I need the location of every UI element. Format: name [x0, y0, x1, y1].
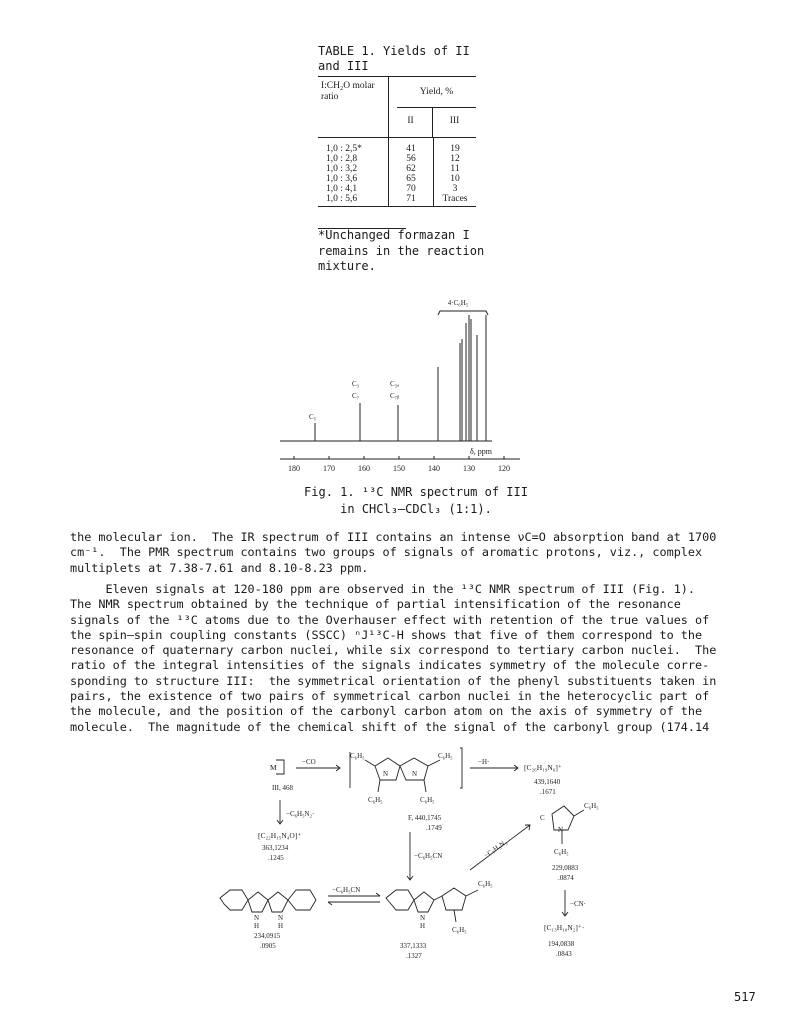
nitrogen-label: N [383, 770, 389, 778]
table-cell: 1,0 : 3,2 [326, 164, 358, 174]
mass-label: 337,1333 [400, 942, 427, 950]
table-cell: 41 [406, 144, 416, 154]
phenyl-label: C₆H₅ [554, 848, 569, 856]
table-cell: 3 [452, 184, 458, 194]
peak-label-c7: C₇ [352, 392, 360, 400]
table-cell: 56 [406, 154, 416, 164]
mass-label: .1749 [426, 824, 442, 832]
loss-label: −C₆H₅N₂· [286, 810, 315, 818]
header-yield: Yield, % [397, 77, 476, 108]
hydrogen-label: H [278, 922, 284, 930]
phenyl-label: C₆H₅ [420, 796, 435, 804]
mass-label: .0843 [556, 950, 572, 958]
header-iii: III [432, 108, 476, 137]
phenyl-label: C₆H₅ [350, 752, 365, 760]
figure-caption-line: in CHCl₃—CDCl₃ (1:1). [340, 502, 492, 516]
table-cell: 1,0 : 3,6 [326, 174, 358, 184]
phenyl-group-bracket [438, 311, 488, 315]
mass-label: 234,0915 [254, 932, 281, 940]
fragmentation-scheme [200, 740, 760, 970]
triazole-ring [442, 888, 466, 910]
mass-label: 229,0883 [552, 864, 579, 872]
yield-table [318, 76, 476, 207]
table-cell: 19 [450, 144, 460, 154]
nitrogen-label: N [412, 770, 418, 778]
body-paragraph: the molecular ion. The IR spectrum of III contains an intense νC=O absorption band at 1700 cm⁻¹. The PMR spectrum contains two groups of signals of aromatic protons, viz., complex multiplets at 7.38-7.61 and 8.10-8.23 ppm. [70, 530, 717, 575]
peak-label-c7b: C₇ᵦ [390, 392, 400, 400]
phenyl-label: C₆H₅ [478, 880, 493, 888]
nitrogen-label: N [420, 914, 426, 922]
table-header [318, 77, 476, 138]
mass-label: III, 468 [272, 784, 293, 792]
loss-label: −C₆H₅CN [332, 886, 361, 894]
phenyl-label: C₆H₅ [368, 796, 383, 804]
mass-label: .1245 [268, 854, 284, 862]
imidazole-ring [268, 892, 288, 912]
figure-caption-line: Fig. 1. ¹³C NMR spectrum of III [304, 485, 528, 499]
table-title: TABLE 1. Yields of II and III [318, 44, 470, 73]
peak-label-c3: C₃ [352, 380, 360, 388]
table-cell: 71 [406, 194, 416, 204]
mass-label: 194,0838 [548, 940, 575, 948]
table-footnote: *Unchanged formazan I remains in the reaction mixture. [318, 228, 485, 273]
ion-formula: [C₁₃H₁₀N₂]⁺· [544, 923, 585, 932]
table-body [318, 138, 476, 207]
table-cell: 1,0 : 4,1 [326, 184, 358, 194]
group-label: 4·C₆H₅ [447, 299, 469, 307]
fragment-label: F, 440,1745 [408, 814, 442, 822]
imidazole-ring [414, 892, 434, 912]
tick-label: 180 [288, 464, 300, 473]
tick-label: 120 [498, 464, 510, 473]
tick-label: 130 [463, 464, 475, 473]
header-ii: II [407, 116, 414, 126]
loss-label: −C₆H₅CN [414, 852, 443, 860]
loss-label: −H· [478, 758, 490, 766]
table-cell: 12 [450, 154, 460, 164]
benzene-ring [220, 890, 248, 910]
hydrogen-label: H [254, 922, 260, 930]
peak-label-c5: C₅ [309, 413, 317, 421]
phenyl-label: C₆H₅ [438, 752, 453, 760]
table-cell: 62 [406, 164, 416, 174]
tick-label: 140 [428, 464, 440, 473]
molecular-ion-label: M [270, 763, 277, 772]
peak-label-c3a: C₃ₐ [390, 380, 400, 388]
mass-label: .1327 [406, 952, 422, 960]
loss-label: −CO [302, 758, 316, 766]
table-cell: 1,0 : 5,6 [326, 194, 358, 204]
table-cell: 70 [406, 184, 416, 194]
nitrogen-label: N [254, 914, 260, 922]
table-cell: Traces [442, 194, 468, 204]
imidazole-ring [248, 892, 268, 912]
table-cell: 1,0 : 2,5* [326, 144, 362, 154]
ion-formula: [C₂₂H₁₅N₄O]⁺ [258, 831, 302, 840]
figure-caption [286, 484, 546, 518]
mass-label: 363,1234 [262, 844, 289, 852]
phenyl-label: C₆H₅ [452, 926, 467, 934]
tick-label: 170 [323, 464, 335, 473]
nitrogen-label: N [278, 914, 284, 922]
benzene-ring [386, 890, 414, 910]
mass-label: .1671 [540, 788, 556, 796]
table-cell: 1,0 : 2,8 [326, 154, 358, 164]
tick-label: 150 [393, 464, 405, 473]
loss-label: −CN· [570, 900, 587, 908]
nitrogen-label: N [558, 826, 564, 834]
mass-label: .0905 [260, 942, 276, 950]
phenyl-label: C₆H₅ [584, 802, 599, 810]
body-paragraph: Eleven signals at 120-180 ppm are observed in the ¹³C NMR spectrum of III (Fig. 1). The NMR spectrum obtained by the technique of partial intensification of the resonance signals of the ¹³C atoms due to the Overhauser effect with retention of the true values of the spin—spin coupling constants (SSCC) ⁿJ¹³C-H shows that five of them correspond to the resonance of quaternary carbon nuclei, while six correspond to tertiary carbon nuclei. The ratio of the integral intensities of the signals indicates symmetry of the molecule corre- sponding to structure III: the symmetrical orientation of the phenyl substituents taken in pairs, the existence of two pairs of symmetrical carbon nuclei in the heterocyclic part of the molecule, and the position of the carbonyl carbon atom on the axis of symmetry of the molecule. The magnitude of the chemical shift of the signal of the carbonyl group (174.14 [70, 582, 717, 734]
table-cell: 65 [406, 174, 416, 184]
nmr-spectrum-figure [280, 295, 520, 475]
ion-formula: [C₂₆H₁₉N₆]⁺ [524, 763, 562, 772]
page-number: 517 [734, 990, 756, 1004]
table-cell: 10 [450, 174, 460, 184]
axis-label: δ, ppm [470, 447, 492, 456]
loss-label: −C₇H₅N₃ [482, 838, 509, 860]
table-cell: 11 [450, 164, 460, 174]
header-molar-ratio: I:CH₂O molar ratio [321, 81, 375, 102]
ion-bracket [276, 760, 284, 774]
mass-label: 439,1640 [534, 778, 561, 786]
mass-label: .0874 [558, 874, 574, 882]
tick-label: 160 [358, 464, 370, 473]
carbon-label: C [540, 814, 545, 822]
benzene-ring [288, 890, 316, 910]
hydrogen-label: H [420, 922, 426, 930]
